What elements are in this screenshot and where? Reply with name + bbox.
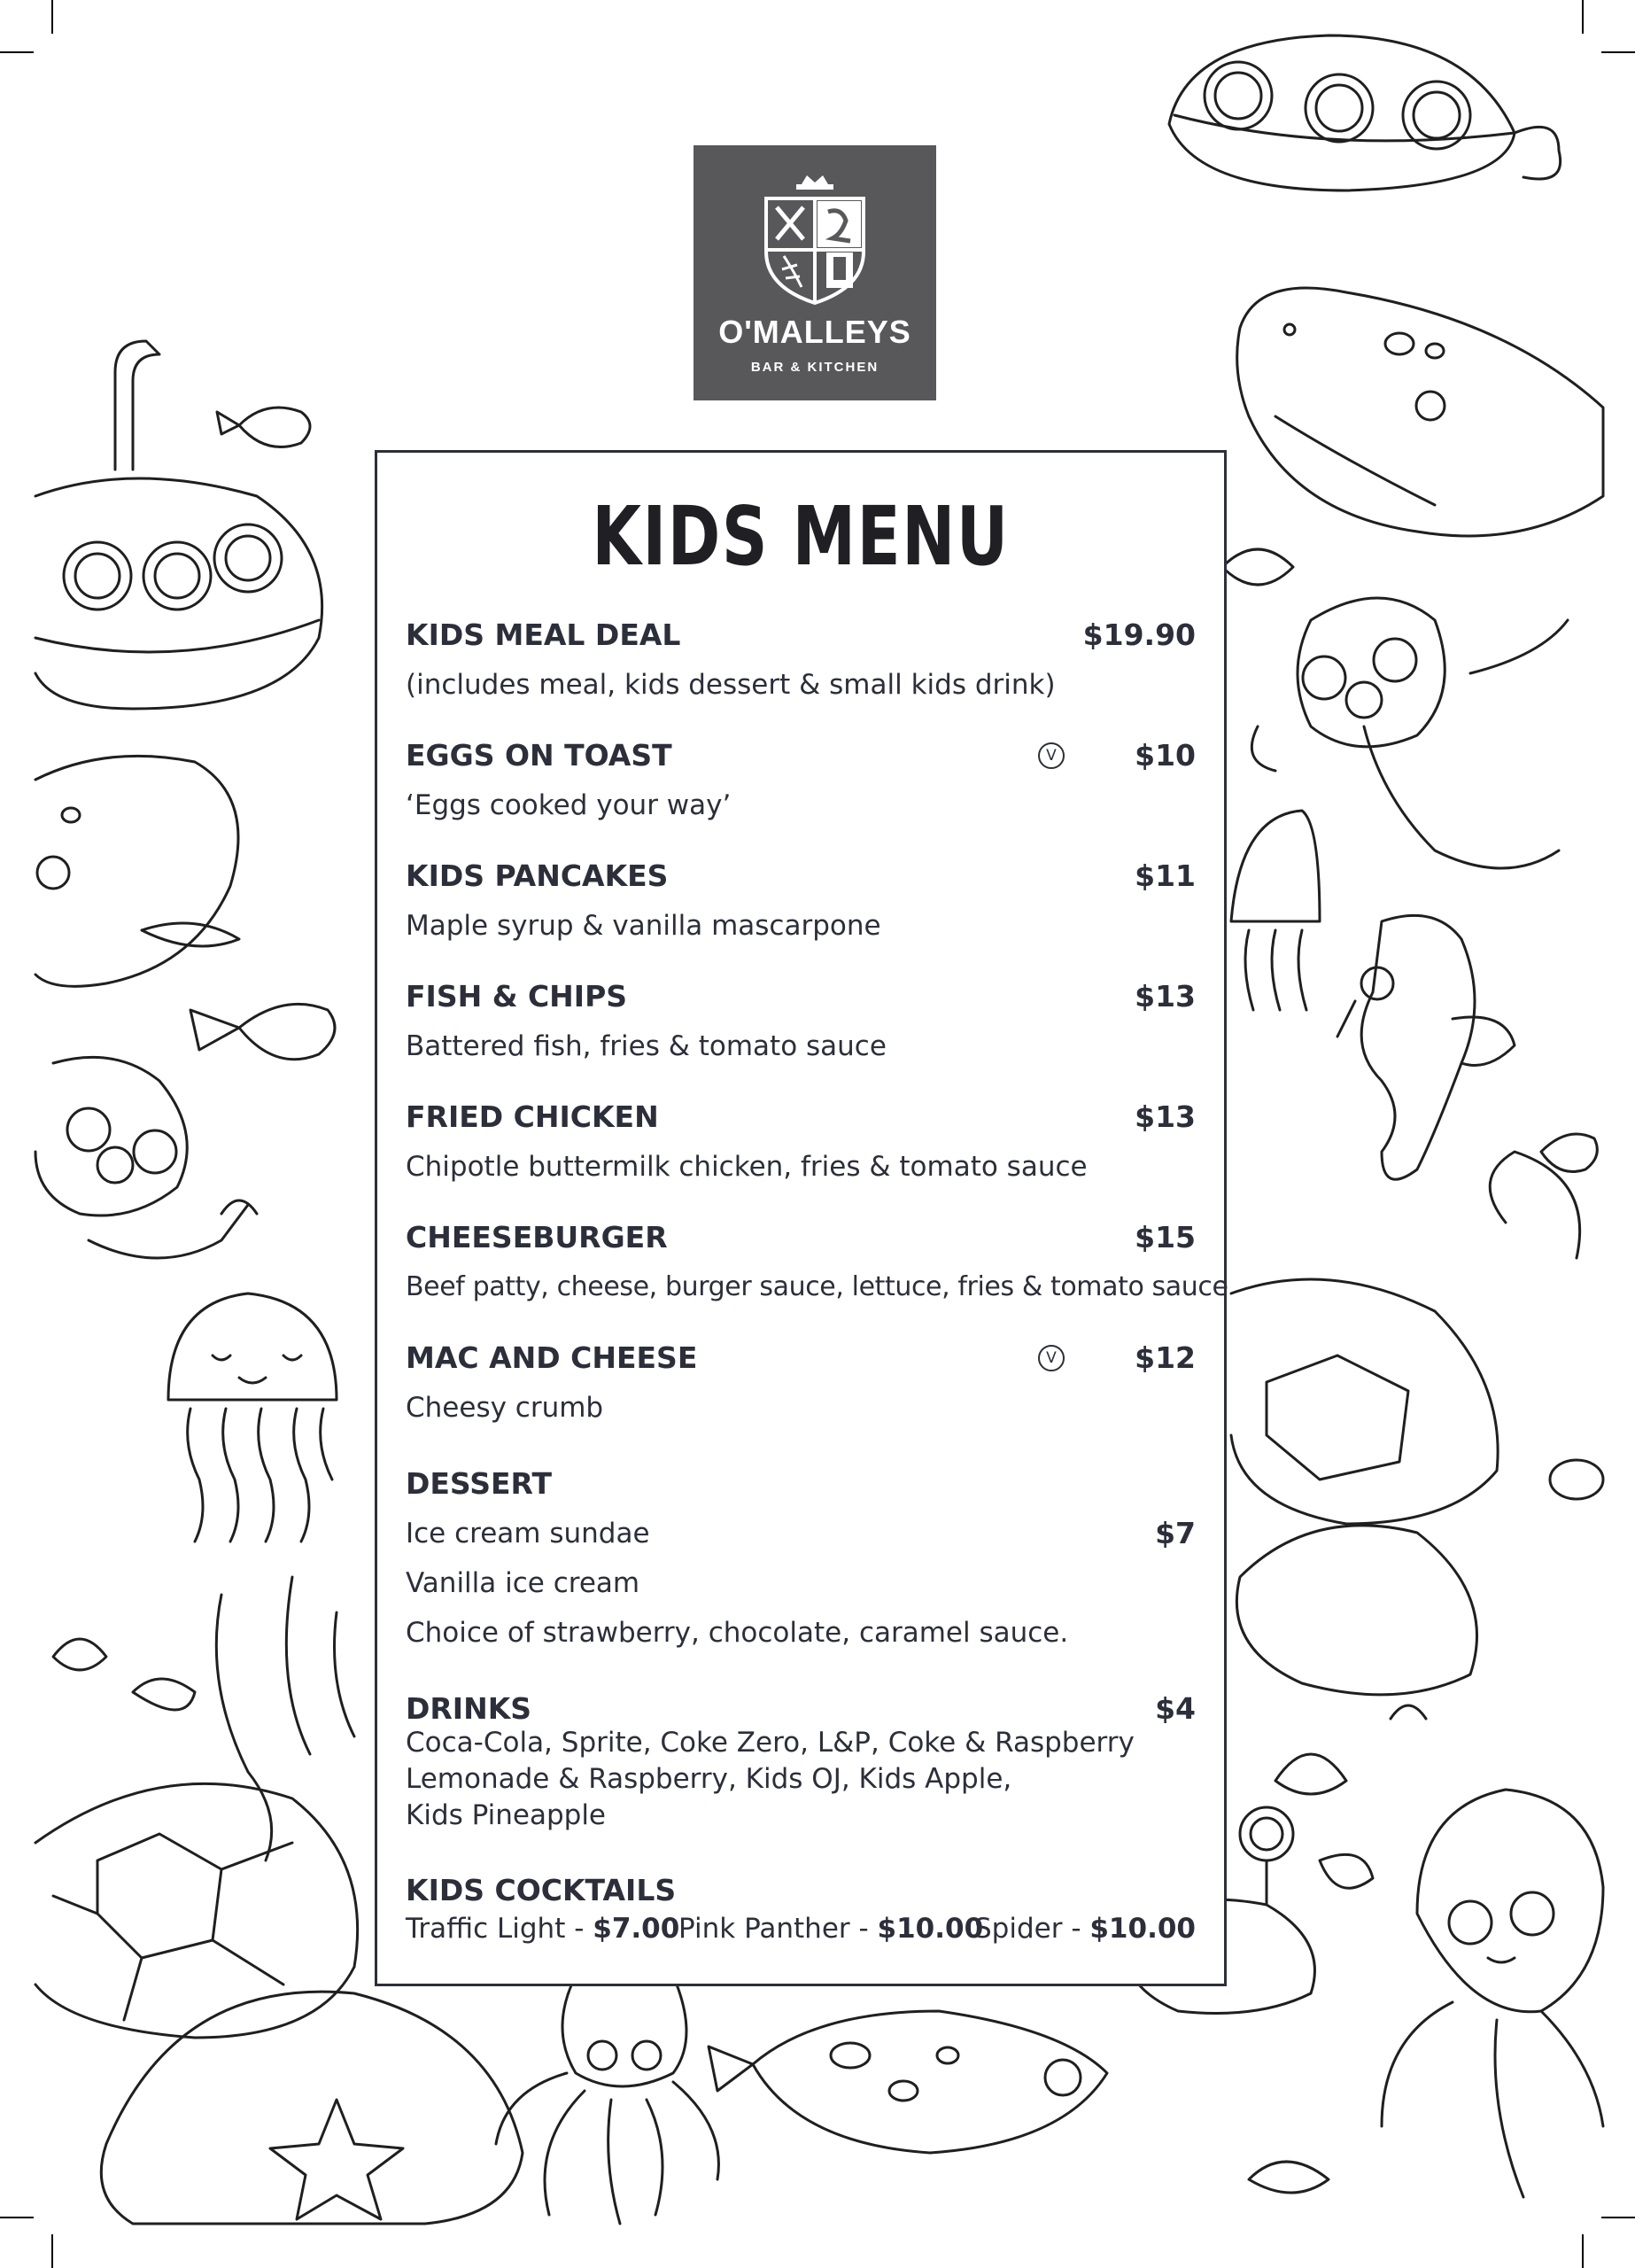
item-description: Maple syrup & vanilla mascarpone <box>406 910 881 942</box>
menu-item-fried-chicken <box>406 1092 1196 1192</box>
coral-icon <box>216 1577 354 1860</box>
item-description: Beef patty, cheese, burger sauce, lettuce, fries & tomato sauce <box>406 1271 1228 1302</box>
item-description: ‘Eggs cooked your way’ <box>406 789 732 821</box>
item-name: KIDS MEAL DEAL <box>406 617 681 652</box>
cocktail-price: $10.00 <box>1089 1913 1196 1945</box>
dessert-line <box>406 1509 1196 1558</box>
jellyfish-icon <box>1231 811 1320 1010</box>
dessert-line: Choice of strawberry, chocolate, caramel sauce. <box>406 1617 1069 1649</box>
cocktail-item <box>974 1907 1196 1951</box>
fish-icon <box>1541 1134 1597 1172</box>
spacer <box>406 1834 1196 1866</box>
item-price: $10 <box>1135 738 1196 773</box>
section-header <box>406 1684 1196 1725</box>
menu-section-drinks <box>406 1684 1196 1834</box>
fish-icon <box>190 1004 335 1059</box>
drinks-line: Lemonade & Raspberry, Kids OJ, Kids Apple, <box>406 1763 1012 1795</box>
drinks-line: Coca-Cola, Sprite, Coke Zero, L&P, Coke & Raspberry <box>406 1727 1135 1759</box>
fish-icon <box>709 2011 1107 2153</box>
section-header <box>406 1866 1196 1907</box>
spacer <box>406 951 1196 972</box>
dessert-line-text: Ice cream sundae <box>406 1518 650 1550</box>
crop-mark <box>51 2234 53 2268</box>
menu-item-mac-and-cheese <box>406 1333 1196 1433</box>
item-name: KIDS PANCAKES <box>406 858 669 893</box>
cocktail-item <box>678 1907 983 1951</box>
turtle-icon <box>35 1783 358 2038</box>
section-name: KIDS COCKTAILS <box>406 1873 677 1907</box>
crop-mark <box>0 2217 34 2218</box>
item-description: Cheesy crumb <box>406 1392 604 1424</box>
crop-mark <box>51 0 53 34</box>
item-description: Battered fish, fries & tomato sauce <box>406 1030 887 1062</box>
crop-mark <box>1601 51 1635 53</box>
item-price: $13 <box>1135 979 1196 1014</box>
starfish-icon <box>270 2100 403 2219</box>
spacer <box>406 1433 1196 1459</box>
spacer <box>406 1071 1196 1092</box>
squid-icon <box>496 1962 718 2224</box>
spacer <box>406 710 1196 731</box>
section-name: DRINKS <box>406 1691 532 1726</box>
menu-title: KIDS MENU <box>592 489 1010 584</box>
crest-icon <box>757 172 872 305</box>
whale-icon <box>35 756 239 986</box>
menu-section-kids-cocktails <box>406 1866 1196 1951</box>
vegetarian-icon: V <box>1038 742 1065 769</box>
menu-item-header <box>406 851 1196 901</box>
diver-icon <box>1251 598 1568 868</box>
section-name: DESSERT <box>406 1466 552 1501</box>
spacer <box>406 1192 1196 1213</box>
crop-mark <box>1601 2217 1635 2218</box>
item-price: $12 <box>1135 1340 1196 1375</box>
octopus-icon <box>1382 1790 1603 2197</box>
item-price: $19.90 <box>1082 617 1196 652</box>
turtle-icon <box>1231 1152 1603 1524</box>
menu-item-kids-pancakes <box>406 851 1196 951</box>
vegetarian-icon: V <box>1038 1345 1065 1371</box>
item-name: CHEESEBURGER <box>406 1220 668 1254</box>
item-name: EGGS ON TOAST <box>406 738 672 773</box>
menu-content <box>406 610 1228 1951</box>
item-price: $13 <box>1135 1099 1196 1134</box>
jellyfish-icon <box>168 1293 337 1542</box>
whale-icon <box>1222 288 1603 585</box>
seahorse-icon <box>1337 915 1515 1179</box>
brand-logo <box>694 145 936 400</box>
menu-panel <box>375 450 1227 1986</box>
fish-icon <box>217 408 310 447</box>
menu-item-header <box>406 1092 1196 1142</box>
item-name: FRIED CHICKEN <box>406 1099 659 1134</box>
cocktail-name: Pink Panther - <box>678 1913 878 1945</box>
diver-icon <box>35 1057 257 1258</box>
dessert-price: $7 <box>1155 1516 1196 1550</box>
menu-item-header <box>406 610 1196 660</box>
cocktail-name: Traffic Light - <box>406 1913 593 1945</box>
spacer <box>406 1312 1196 1333</box>
menu-item-header <box>406 1333 1196 1383</box>
drinks-price: $4 <box>1155 1691 1196 1726</box>
menu-item-cheeseburger <box>406 1213 1228 1312</box>
menu-section-dessert <box>406 1459 1196 1658</box>
crop-mark <box>1582 0 1584 34</box>
cocktail-price: $7.00 <box>593 1913 680 1945</box>
menu-item-header <box>406 1213 1196 1262</box>
item-price: $11 <box>1135 858 1196 893</box>
menu-item-header <box>406 731 1196 781</box>
dessert-line: Vanilla ice cream <box>406 1567 640 1599</box>
cocktail-item <box>406 1913 679 1945</box>
menu-item-header <box>406 972 1196 1021</box>
brand-name: O'MALLEYS <box>718 314 911 350</box>
brand-tagline: BAR & KITCHEN <box>750 360 879 375</box>
menu-item-kids-meal-deal <box>406 610 1196 710</box>
spacer <box>406 830 1196 851</box>
cocktails-line <box>406 1907 1196 1951</box>
item-name: MAC AND CHEESE <box>406 1340 698 1375</box>
submarine-icon <box>35 341 322 709</box>
cocktail-price: $10.00 <box>877 1913 984 1945</box>
drinks-line: Kids Pineapple <box>406 1799 607 1831</box>
item-description: Chipotle buttermilk chicken, fries & tomato sauce <box>406 1151 1088 1183</box>
item-description: (includes meal, kids dessert & small kids drink) <box>406 669 1056 701</box>
spacer <box>406 1658 1196 1684</box>
menu-item-fish-and-chips <box>406 972 1196 1071</box>
menu-item-eggs-on-toast <box>406 731 1196 830</box>
cocktail-name: Spider - <box>974 1913 1090 1945</box>
crop-mark <box>0 51 34 53</box>
item-name: FISH & CHIPS <box>406 979 628 1014</box>
section-header <box>406 1459 1196 1509</box>
crop-mark <box>1582 2234 1584 2268</box>
submarine-icon <box>1169 35 1561 190</box>
item-price: $15 <box>1135 1220 1196 1254</box>
